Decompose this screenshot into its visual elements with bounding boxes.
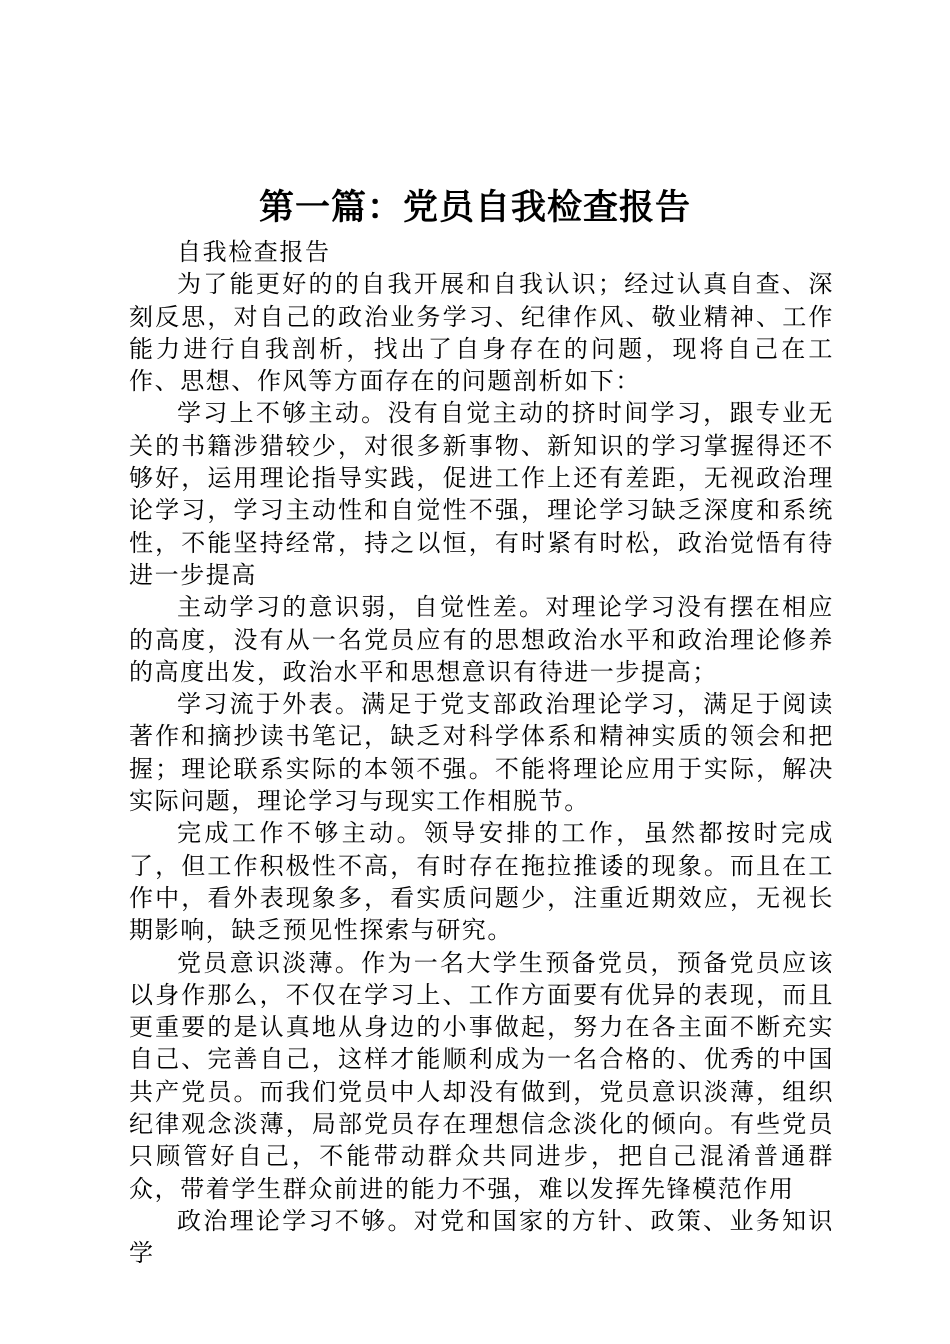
document-title: 第一篇：党员自我检查报告 [258,187,691,228]
paragraph-weak-awareness: 主动学习的意识弱，自觉性差。对理论学习没有摆在相应的高度，没有从一名党员应有的思想政治水平和政治理论修养的高度出发，政治水平和思想意识有待进一步提高； [129,593,834,686]
document-body [129,236,834,1270]
paragraph-political-theory: 政治理论学习不够。对党和国家的方针、政策、业务知识学 [129,1206,834,1268]
paragraph-party-awareness: 党员意识淡薄。作为一名大学生预备党员，预备党员应该以身作那么，不仅在学习上、工作方面要有优异的表现，而且更重要的是认真地从身边的小事做起，努力在各主面不断充实自己、完善自己，这样才能顺利成为一名合格的、优秀的中国共产党员。而我们党员中人却没有做到，党员意识淡薄，组织纪律观念淡薄，局部党员存在理想信念淡化的倾向。有些党员只顾管好自己，不能带动群众共同进步，把自己混淆普通群众，带着学生群众前进的能力不强，难以发挥先锋模范作用 [129,948,834,1203]
paragraph-superficial-study: 学习流于外表。满足于党支部政治理论学习，满足于阅读著作和摘抄读书笔记，缺乏对科学体系和精神实质的领会和把握；理论联系实际的本领不强。不能将理论应用于实际，解决实际问题，理论学习与现实工作相脱节。 [129,690,834,816]
paragraph-work-initiative: 完成工作不够主动。领导安排的工作，虽然都按时完成了，但工作积极性不高，有时存在拖拉推诿的现象。而且在工作中，看外表现象多，看实质问题少，注重近期效应，无视长期影响，缺乏预见性探索与研究。 [129,819,834,945]
paragraph-intro: 为了能更好的的自我开展和自我认识；经过认真自查、深刻反思，对自己的政治业务学习、纪律作风、敬业精神、工作能力进行自我剖析，找出了自身存在的问题，现将自己在工作、思想、作风等方面存在的问题剖析如下： [129,270,834,396]
paragraph-subtitle: 自我检查报告 [177,238,331,266]
paragraph-study-initiative: 学习上不够主动。没有自觉主动的挤时间学习，跟专业无关的书籍涉猎较少，对很多新事物、新知识的学习掌握得还不够好，运用理论指导实践，促进工作上还有差距，无视政治理论学习，学习主动性和自觉性不强，理论学习缺乏深度和系统性，不能坚持经常，持之以恒，有时紧有时松，政治觉悟有待进一步提高 [129,399,834,589]
